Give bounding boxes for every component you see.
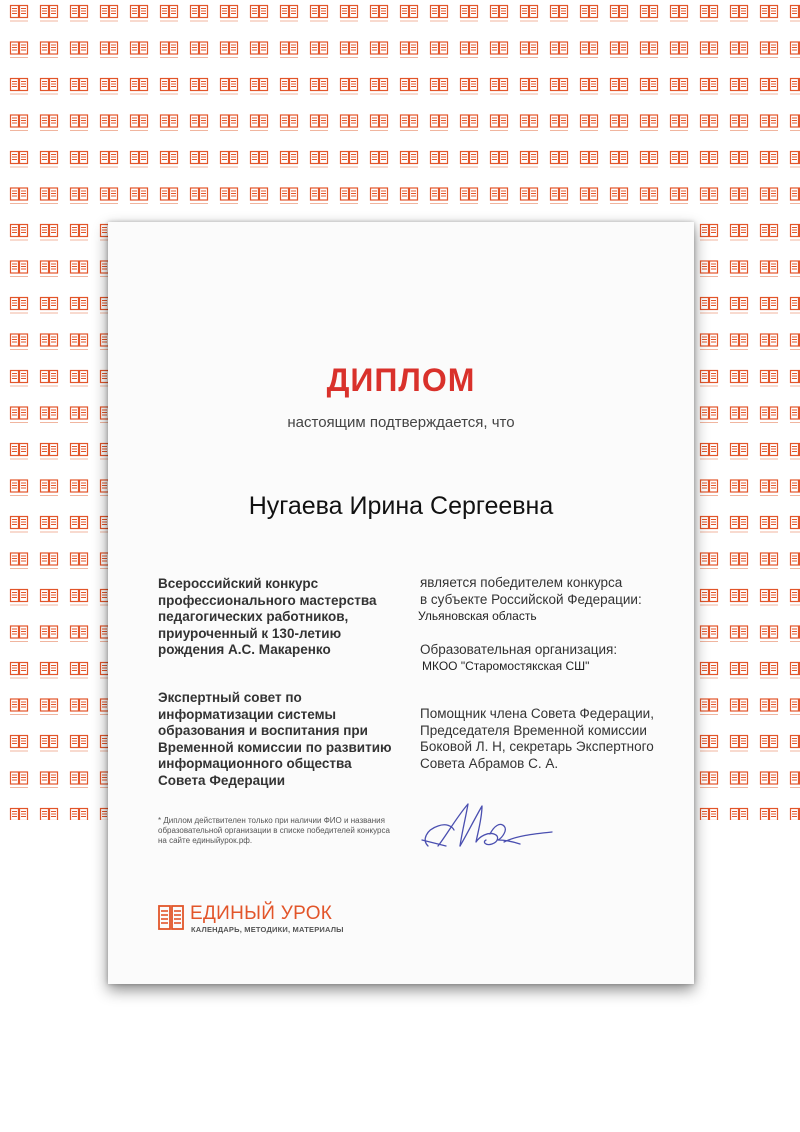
signatory-line: Боковой Л. Н, секретарь Экспертного: [420, 739, 654, 754]
footnote-line: образовательной организации в списке победителей конкурса: [158, 826, 390, 835]
contest-line: Всероссийский конкурс: [158, 576, 319, 591]
logo-title: ЕДИНЫЙ УРОК: [190, 903, 333, 924]
org-label: Образовательная организация:: [420, 642, 618, 657]
region-value: Ульяновская область: [418, 609, 537, 623]
contest-line: рождения А.С. Макаренко: [158, 642, 331, 657]
book-icon: [158, 904, 184, 932]
edinyi-urok-logo: [158, 902, 418, 938]
contest-line: приуроченный к 130-летию: [158, 625, 342, 641]
signatory-line: Помощник члена Совета Федерации,: [420, 706, 654, 721]
winner-line: в субъекте Российской Федерации:: [420, 591, 642, 607]
footnote: [158, 816, 408, 846]
diploma-title: ДИПЛОМ: [326, 362, 476, 398]
contest-line: педагогических работников,: [158, 609, 349, 624]
winner-line: является победителем конкурса: [420, 575, 623, 590]
contest-line: профессионального мастерства: [158, 592, 377, 608]
council-line: информатизации системы: [158, 706, 337, 722]
logo-tagline: КАЛЕНДАРЬ, МЕТОДИКИ, МАТЕРИАЛЫ: [191, 925, 344, 934]
recipient-name: Нугаева Ирина Сергеевна: [248, 492, 554, 520]
council-line: Совета Федерации: [158, 772, 286, 788]
winner-statement: [420, 575, 670, 608]
council-line: Экспертный совет по: [158, 690, 302, 705]
council-line: информационного общества: [158, 756, 352, 771]
signature: [416, 796, 566, 856]
signatory-info: [420, 706, 670, 772]
diploma-subtitle: настоящим подтверждается, что: [287, 414, 515, 431]
signatory-line: Председателя Временной комиссии: [420, 722, 647, 738]
council-line: Временной комиссии по развитию: [158, 739, 392, 755]
contest-title: [158, 576, 398, 659]
footnote-line: на сайте единыйурок.рф.: [158, 836, 253, 845]
diploma-sheet: [108, 222, 694, 984]
signatory-line: Совета Абрамов С. А.: [420, 755, 559, 771]
council-line: образования и воспитания при: [158, 723, 368, 738]
org-value: МКОО "Старомостякская СШ": [422, 659, 590, 673]
footnote-line: * Диплом действителен только при наличии ФИО и названия: [158, 816, 385, 825]
council-name: [158, 690, 398, 789]
